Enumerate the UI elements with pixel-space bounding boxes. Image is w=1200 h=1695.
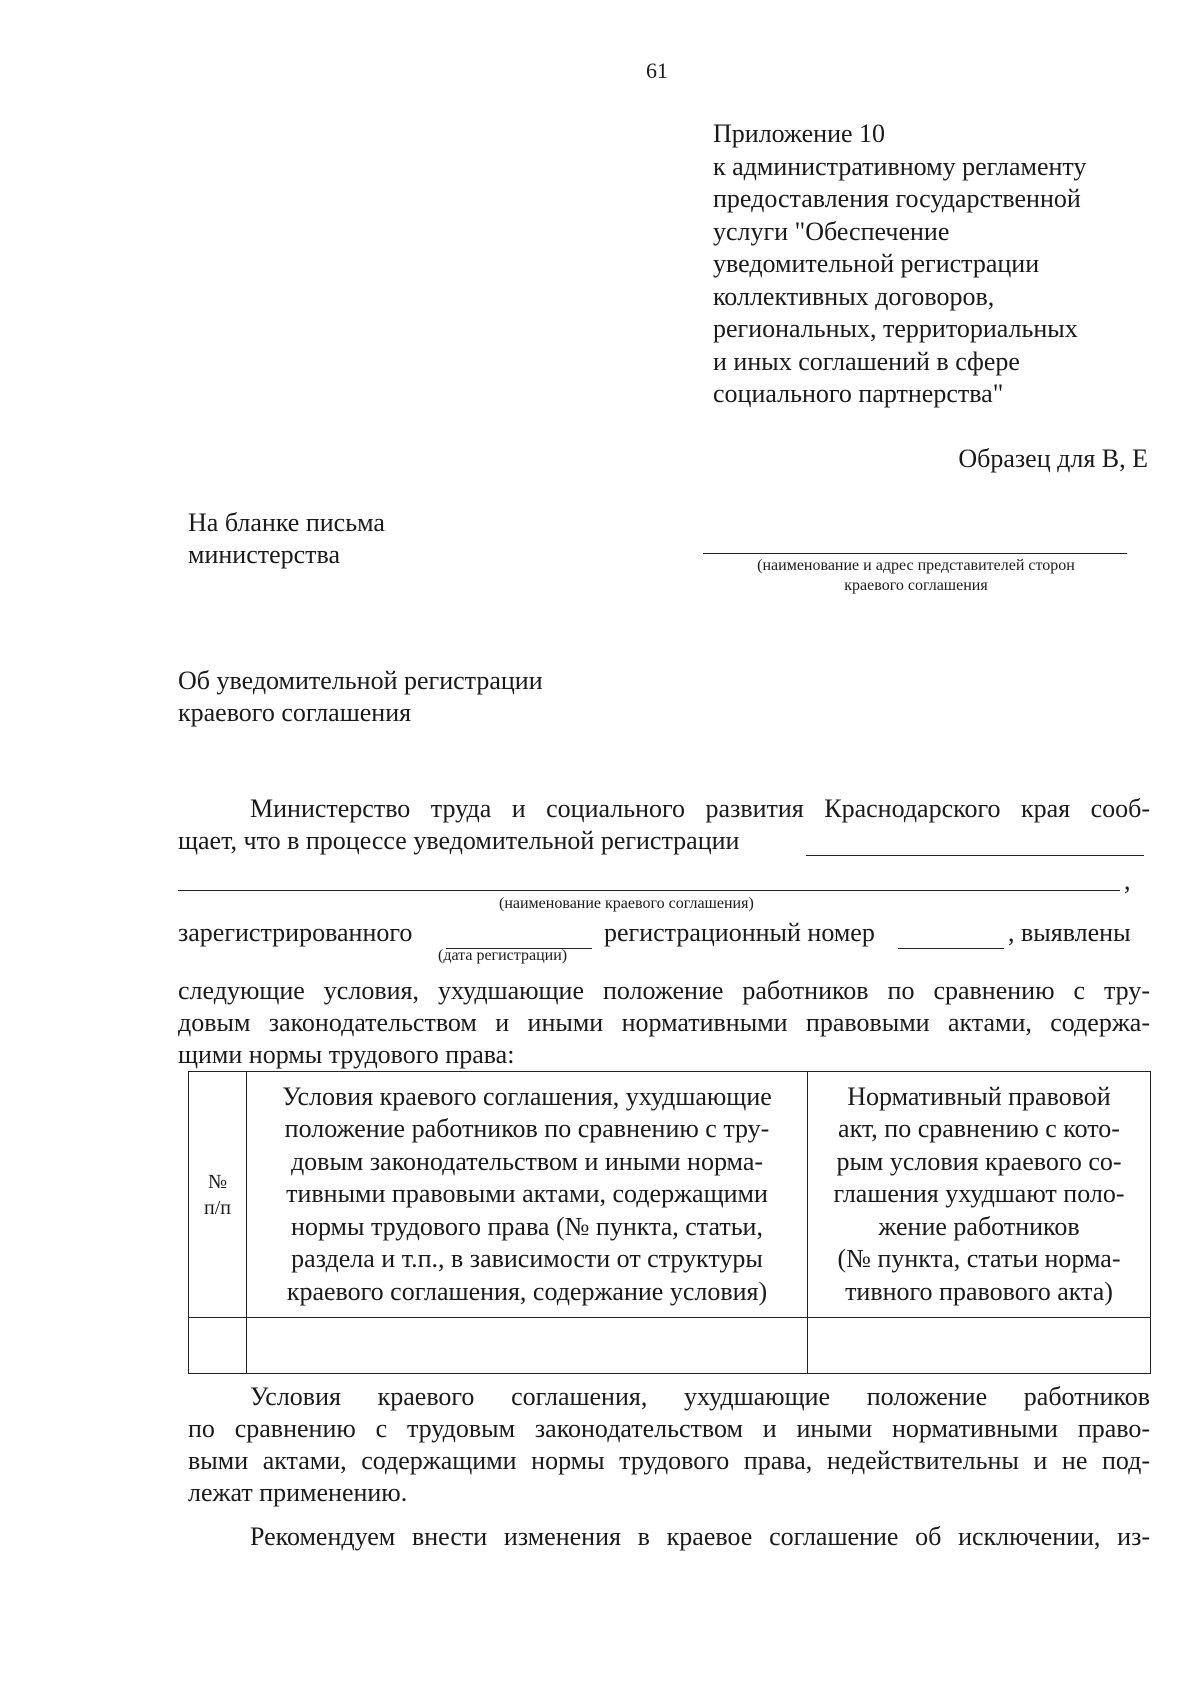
appendix-line: услуги "Обеспечение (713, 216, 950, 246)
table-row (189, 1318, 1151, 1374)
sample-label: Образец для В, Е (958, 444, 1148, 473)
agreement-name-caption: (наименование краевого соглашения) (499, 895, 754, 912)
registration-number-blank (898, 926, 1004, 949)
body-line: Условия краевого соглашения, ухудшающие положение работников (250, 1382, 1150, 1411)
column-header-conditions: Условия краевого соглашения, ухудшающие положение работников по сравнению с тру- довым законодательством и иными норма- тивными правовыми актами, содержащими нормы трудового права (№ пункта, статьи, раздела и т.п., в зависимости от структуры краевого соглашения, содержание условия) (247, 1072, 808, 1318)
column-header-number: № п/п (189, 1072, 247, 1318)
appendix-line: региональных, территориальных (713, 314, 1078, 343)
agreement-name-blank (806, 833, 1144, 856)
violations-table (188, 1071, 1151, 1374)
subject-line: Об уведомительной регистрации (178, 666, 543, 695)
appendix-line: социального партнерства" (713, 379, 1004, 408)
registration-date-caption: (дата регистрации) (438, 947, 568, 964)
appendix-reference (713, 118, 1086, 411)
appendix-line: к административному регламенту (713, 151, 1087, 181)
letterhead-line: министерства (188, 540, 341, 569)
table-cell (247, 1318, 808, 1374)
subject-line: краевого соглашения (178, 698, 412, 727)
appendix-line: Приложение 10 (713, 119, 886, 148)
registered-label: зарегистрированного (178, 918, 413, 947)
body-line: по сравнению с трудовым законодательством и иными нормативными право- (188, 1414, 1150, 1443)
letterhead-note (188, 507, 385, 571)
addressee-caption-line: (наименование и адрес представителей сторон (757, 557, 1075, 574)
body-line: Рекомендуем внести изменения в краевое соглашение об исключении, из- (250, 1522, 1150, 1551)
registration-number-label: регистрационный номер (604, 918, 875, 947)
appendix-line: предоставления государственной (713, 184, 1081, 213)
comma: , (1124, 866, 1131, 895)
table-cell (808, 1318, 1151, 1374)
letterhead-line: На бланке письма (188, 508, 385, 537)
addressee-blank-line (703, 553, 1127, 554)
body-line: щает, что в процессе уведомительной регистрации (178, 826, 740, 855)
agreement-name-blank-2 (178, 868, 1120, 891)
letter-subject (178, 665, 543, 729)
appendix-line: коллективных договоров, (713, 281, 995, 311)
body-line: выми актами, содержащими нормы трудового права, недействительны и не под- (188, 1446, 1150, 1475)
table-header-row (189, 1072, 1151, 1318)
body-line: щими нормы трудового права: (178, 1040, 515, 1069)
appendix-line: и иных соглашений в сфере (713, 346, 1020, 376)
page-number: 61 (646, 58, 668, 83)
body-line: довым законодательством и иными нормативными правовыми актами, содержа- (178, 1008, 1150, 1037)
addressee-caption-line: краевого соглашения (844, 577, 988, 594)
addressee-caption (700, 556, 1132, 596)
body-line: следующие условия, ухудшающие положение работников по сравнению с тру- (178, 976, 1150, 1005)
appendix-line: уведомительной регистрации (713, 249, 1040, 278)
body-line: лежат применению. (188, 1478, 408, 1507)
body-line: Министерство труда и социального развития Краснодарского края сооб- (250, 794, 1150, 823)
found-label: , выявлены (1008, 918, 1131, 947)
table-cell (189, 1318, 247, 1374)
column-header-normative-act: Нормативный правовой акт, по сравнению с кото- рым условия краевого со- глашения ухудшают поло- жение работников (№ пункта, статьи норма- тивного правового акта) (808, 1072, 1151, 1318)
